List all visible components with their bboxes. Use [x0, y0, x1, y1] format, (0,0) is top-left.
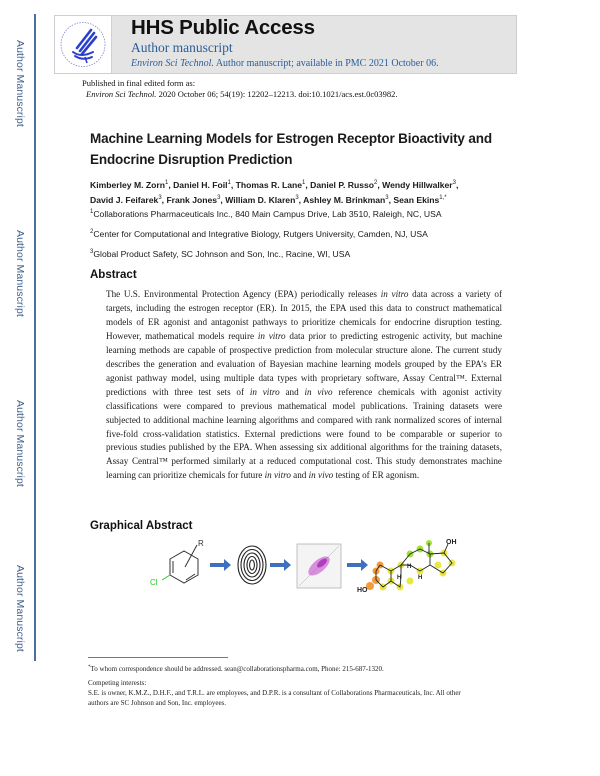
author-sup: 3 — [295, 195, 299, 201]
author-sup: 3 — [217, 195, 221, 201]
abstract-text: The U.S. Environmental Protection Agency (EPA) periodically releases — [106, 289, 381, 299]
abstract-italic-term: in vitro — [380, 289, 409, 299]
abstract-italic-term: in vitro — [257, 330, 286, 341]
author-sup: 1 — [302, 180, 306, 186]
affiliation — [90, 229, 428, 239]
affiliation — [90, 249, 350, 259]
hhs-header — [54, 15, 517, 74]
author-manuscript-label: Author Manuscript — [14, 230, 26, 317]
abstract-heading: Abstract — [90, 269, 137, 281]
abstract-italic-term: in vitro — [264, 470, 291, 481]
author-sup: 3 — [158, 195, 162, 201]
affiliation-sup: 3 — [90, 249, 94, 255]
published-label: Published in final edited form as: — [82, 78, 196, 88]
author-manuscript-label: Author Manuscript — [14, 565, 26, 652]
affiliation-text: Collaborations Pharmaceuticals Inc., 840 Main Campus Drive, Lab 3510, Raleigh, NC, USA — [93, 209, 442, 219]
abstract-text: and — [279, 386, 305, 397]
affiliation-sup: 2 — [90, 229, 94, 235]
citation — [86, 89, 397, 99]
competing-interests-label: Competing interests: — [88, 679, 147, 687]
author-sup: 1 — [227, 180, 231, 186]
author: Ashley M. Brinkman — [303, 195, 386, 205]
author-manuscript-label: Author Manuscript — [14, 400, 26, 487]
arrow-right-icon — [270, 559, 291, 571]
chlorobenzene-structure-icon — [162, 545, 198, 583]
hydrogen-label: H — [418, 575, 423, 581]
abstract-italic-term: in vitro — [249, 386, 280, 397]
footnote-marker: * — [88, 665, 91, 670]
graphical-abstract-heading: Graphical Abstract — [90, 520, 193, 532]
availability-text: Author manuscript; available in PMC 2021 October 06. — [213, 58, 439, 69]
affiliation-text: Global Product Safety, SC Johnson and Son, Inc., Racine, WI, USA — [93, 249, 351, 259]
abstract-text: and — [290, 470, 309, 481]
arrow-right-icon — [347, 559, 368, 571]
r-group-label: R — [198, 539, 204, 548]
affiliation — [90, 209, 442, 219]
author-sup: 1 — [164, 180, 169, 186]
abstract-text: data prior to predicting estrogenic activity, but machine learning methods are capable of prospective prediction from molecular structure alone. The current study describes the generation and evaluation of Bayesian machine learning models grouped by the EPA’s ER agonist pathway model, using multiple data types with proprietary software, Assay Central™. External predictions with three test sets of — [106, 330, 502, 397]
author-sup: 3 — [452, 180, 456, 186]
affiliation-sup: 1 — [90, 209, 94, 215]
estradiol-structure-icon — [357, 539, 457, 594]
citation-journal: Environ Sci Technol. — [86, 89, 157, 99]
author: Wendy Hillwalker — [382, 180, 453, 190]
author-manuscript-label: Author Manuscript — [14, 40, 26, 127]
footnote-divider — [88, 657, 228, 658]
author: Kimberley M. Zorn — [90, 180, 165, 190]
abstract-italic-term: in vivo — [304, 386, 333, 397]
author: Frank Jones — [166, 195, 218, 205]
author-list: Kimberley M. Zorn$^1$, Daniel H. Foil$^1$, Thomas R. Lane$^1$, Daniel P. Russo$^2$, Wendy Hillwalker$^3$, David J. Feifarek$^3$, Frank Jones$^3$, William D. Klaren$^3$, Ashley M. Brinkman$^3$, Sean Ekins$^{1,*}$ — [90, 180, 459, 205]
author: Daniel P. Russo — [310, 180, 374, 190]
citation-details: 2020 October 06; 54(19): 12202–12213. doi:10.1021/acs.est.0c03982. — [156, 89, 398, 99]
chlorine-label: Cl — [150, 578, 158, 587]
author: Daniel H. Foil — [173, 180, 228, 190]
hhs-eagle-icon — [55, 16, 111, 73]
hydrogen-label: H — [407, 564, 412, 570]
hydrogen-label: H — [397, 575, 402, 581]
correspondence-footnote — [88, 665, 384, 673]
abstract-body — [106, 288, 502, 483]
hydroxyl-bottom-label: HO — [357, 587, 368, 594]
affiliation-text: Center for Computational and Integrative Biology, Rutgers University, Camden, NJ, USA — [93, 229, 428, 239]
fingerprint-icon — [238, 546, 266, 584]
author: David J. Feifarek — [90, 195, 159, 205]
author-manuscript-subtitle: Author manuscript — [131, 40, 233, 55]
competing-interests-line: S.E. is owner, K.M.Z., D.H.F., and T.R.L. are employees, and D.P.R. is a consultant of Collaborations Pharmaceuticals, Inc. All other — [88, 689, 461, 697]
author-sup: 1,* — [439, 195, 447, 201]
author-sup: 3 — [385, 195, 389, 201]
author: William D. Klaren — [225, 195, 296, 205]
availability-line — [131, 58, 439, 69]
correspondence-text: To whom correspondence should be addressed. sean@collaborationspharma.com, Phone: 215-687-1320. — [90, 665, 384, 673]
hydroxyl-top-label: OH — [446, 539, 457, 546]
abstract-text: reference chemicals with agonist activity classifications were compared to previous mathematical model publications. Training datasets were subjected to additional machine learning algorithms and compared with rank normalized scores of internal five-fold cross-validation statistics. External predictions were found to be comparable or superior to previous studies published by the EPA. When assessing six additional algorithms for the training datasets, Assay Central™ performed similarly at a reduced computational cost. This study demonstrates machine learning can prioritize chemicals for future — [106, 386, 502, 481]
hhs-public-access-title: HHS Public Access — [131, 16, 315, 39]
competing-interests-line: authors are SC Johnson and Son, Inc. employees. — [88, 699, 227, 707]
abstract-italic-term: in vivo — [308, 470, 334, 481]
author: Thomas R. Lane — [235, 180, 303, 190]
scatter-plot-icon — [297, 544, 341, 588]
abstract-text: data across a variety of targets, including the estrogen receptor (ER). In 2015, the EPA used this data to construct mathematical models of ER agonist and antagonist pathways to prioritize chemicals for endocrine disruption testing. However, mathematical models require — [106, 289, 502, 341]
article-title: Machine Learning Models for Estrogen Receptor Bioactivity and Endocrine Disruption Prediction — [90, 131, 492, 167]
sidebar-rule — [34, 14, 36, 661]
abstract-text: testing of ER agonism. — [333, 470, 420, 481]
author-sup: 2 — [374, 180, 378, 186]
journal-name: Environ Sci Technol. — [131, 58, 214, 69]
author: Sean Ekins — [393, 195, 440, 205]
arrow-right-icon — [210, 559, 231, 571]
hhs-logo — [55, 16, 112, 73]
graphical-abstract-image — [140, 535, 500, 605]
